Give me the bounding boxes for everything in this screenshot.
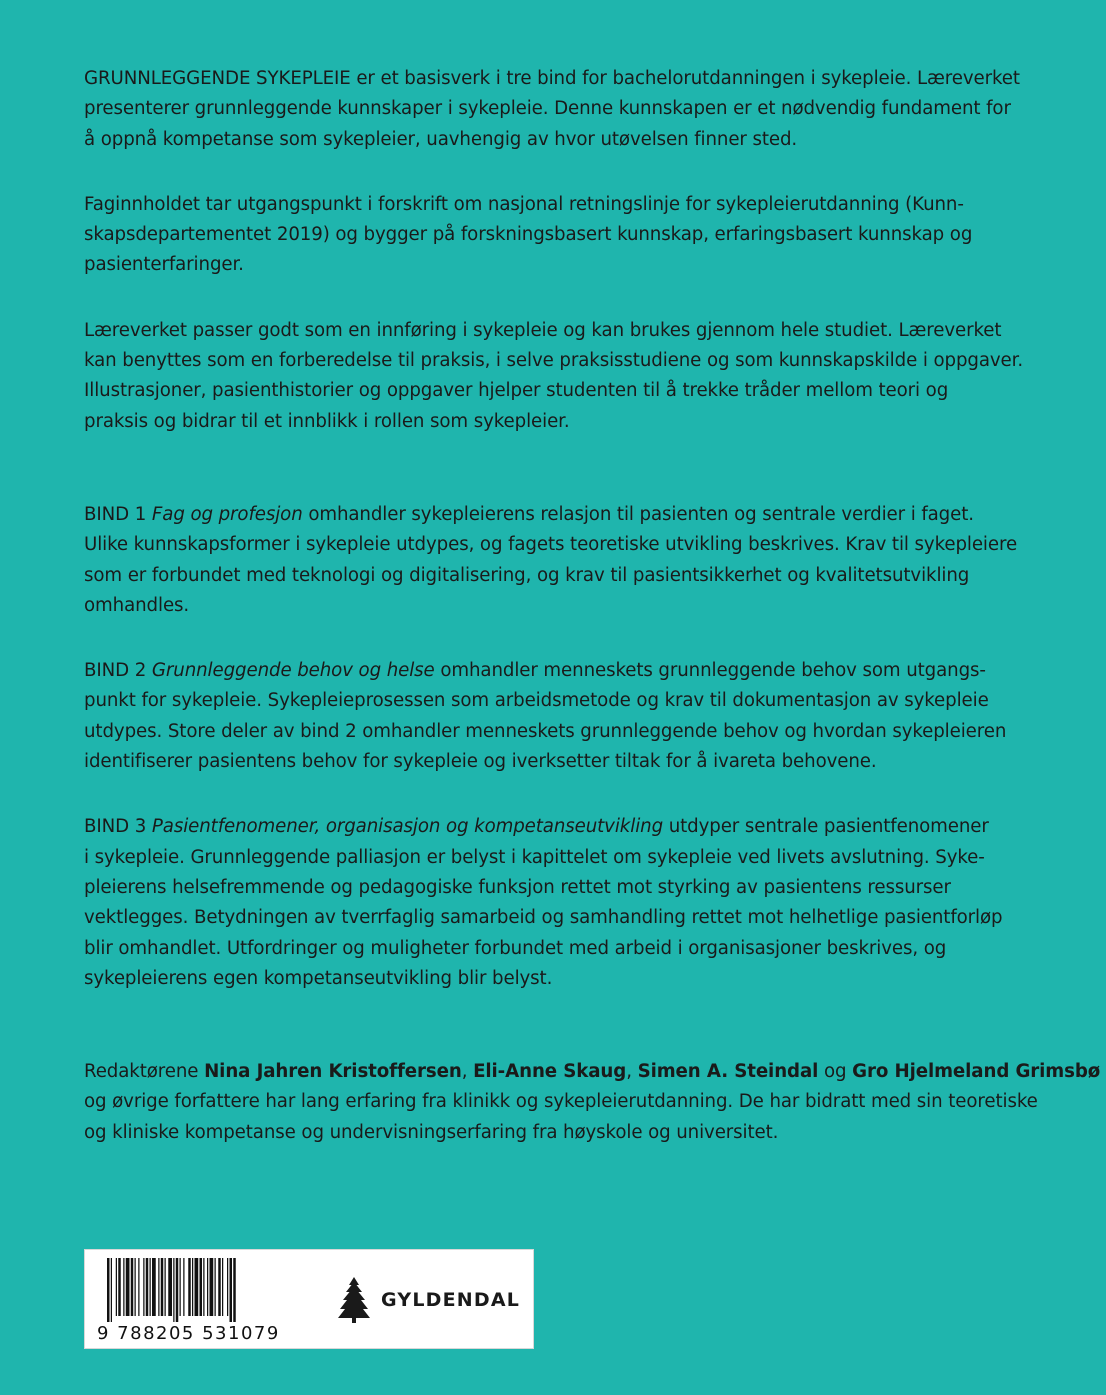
- text-line: kan benyttes som en forberedelse til praksis, i selve praksisstudiene og som kunnskapskilde i oppgaver.: [84, 350, 1024, 372]
- editor-name: Simen A. Steindal: [637, 1061, 819, 1083]
- bind-2-title: Grunnleggende behov og helse: [151, 660, 435, 682]
- intro-paragraph-2: [84, 190, 1024, 281]
- barcode-image: [105, 1258, 297, 1322]
- text-line: i sykepleie. Grunnleggende palliasjon er belyst i kapittelet om sykepleie ved livets avslutning. Syke-: [84, 846, 985, 868]
- text-line: vektlegges. Betydningen av tverrfaglig samarbeid og samhandling rettet mot helhetlige pasientforløp: [84, 907, 1003, 929]
- text-line: skapsdepartementet 2019) og bygger på forskningsbasert kunnskap, erfaringsbasert kunnskap og: [84, 224, 973, 246]
- bind-1-paragraph: [84, 500, 1024, 621]
- text-line: og kliniske kompetanse og undervisningserfaring fra høyskole og universitet.: [84, 1121, 779, 1143]
- text-line: Faginnholdet tar utgangspunkt i forskrift om nasjonal retningslinje for sykepleierutdanning (Kunn-: [84, 193, 964, 215]
- bind-2-paragraph: [84, 656, 1024, 777]
- text-line: som er forbundet med teknologi og digitalisering, og krav til pasientsikkerhet og kvalitetsutvikling: [84, 564, 970, 586]
- barcode-label: [84, 1249, 534, 1349]
- text-line: pasienterfaringer.: [84, 254, 244, 276]
- text-line: å oppnå kompetanse som sykepleier, uavhengig av hvor utøvelsen finner sted.: [84, 128, 798, 150]
- bind-2-first-line: omhandler menneskets grunnleggende behov som utgangs-: [440, 660, 986, 682]
- text-line: identifiserer pasientens behov for sykepleie og iverksetter tiltak for å ivareta behovene.: [84, 751, 877, 773]
- publisher-logo: [337, 1269, 520, 1331]
- editors-paragraph: [84, 1057, 1101, 1148]
- back-cover-text: [84, 64, 1101, 1148]
- text-line: [84, 656, 1024, 686]
- text-line: Redaktørene Nina Jahren Kristoffersen, Eli-Anne Skaug, Simen A. Steindal og Gro Hjelmeland Grimsbø: [84, 1061, 1101, 1083]
- editor-name: Gro Hjelmeland Grimsbø: [852, 1061, 1101, 1083]
- editor-name: Nina Jahren Kristoffersen: [204, 1061, 462, 1083]
- text-line: omhandles.: [84, 594, 190, 616]
- text-line: Læreverket passer godt som en innføring i sykepleie og kan brukes gjennom hele studiet. Læreverket: [84, 319, 1002, 341]
- bind-3-paragraph: [84, 812, 1024, 994]
- text-line: presenterer grunnleggende kunnskaper i sykepleie. Denne kunnskapen er et nødvendig fundament for: [84, 98, 1011, 120]
- text-line: pleierens helsefremmende og pedagogiske funksjon rettet mot styrking av pasientens ressurser: [84, 876, 951, 898]
- isbn-number: 9 788205 531079: [97, 1323, 280, 1344]
- bind-3-first-line: utdyper sentrale pasientfenomener: [668, 816, 989, 838]
- bind-1-first-line: omhandler sykepleierens relasjon til pasienten og sentrale verdier i faget.: [308, 503, 974, 525]
- text-line: sykepleierens egen kompetanseutvikling blir belyst.: [84, 967, 553, 989]
- bind-3-label: BIND 3: [84, 816, 147, 838]
- intro-paragraph-3: [84, 316, 1024, 437]
- editors-lead: Redaktørene: [84, 1061, 199, 1083]
- text-line: Ulike kunnskapsformer i sykepleie utdypes, og fagets teoretiske utvikling beskrives. Krav til sykepleiere: [84, 534, 1018, 556]
- bind-2-label: BIND 2: [84, 660, 147, 682]
- text-line: Illustrasjoner, pasienthistorier og oppgaver hjelper studenten til å trekke tråder mellom teori og: [84, 380, 949, 402]
- tree-icon: [337, 1276, 371, 1324]
- bind-3-title: Pasientfenomener, organisasjon og kompetanseutvikling: [151, 816, 664, 838]
- publisher-name: GYLDENDAL: [381, 1289, 521, 1311]
- text-line: GRUNNLEGGENDE SYKEPLEIE er et basisverk i tre bind for bachelorutdanningen i sykepleie. Læreverket: [84, 68, 1020, 89]
- text-line: blir omhandlet. Utfordringer og muligheter forbundet med arbeid i organisasjoner beskrives, og: [84, 937, 947, 959]
- text-line: utdypes. Store deler av bind 2 omhandler menneskets grunnleggende behov og hvordan sykepleieren: [84, 720, 1007, 742]
- editor-name: Eli-Anne Skaug: [473, 1061, 627, 1083]
- text-line: og øvrige forfattere har lang erfaring fra klinikk og sykepleierutdanning. De har bidratt med sin teoretiske: [84, 1091, 1038, 1113]
- text-line: [84, 500, 1024, 530]
- bind-1-label: BIND 1: [84, 503, 147, 525]
- text-line: [84, 812, 1024, 842]
- intro-paragraph-1: [84, 64, 1024, 155]
- text-line: punkt for sykepleie. Sykepleieprosessen som arbeidsmetode og krav til dokumentasjon av sykepleie: [84, 690, 989, 712]
- bind-1-title: Fag og profesjon: [151, 503, 303, 525]
- text-line: praksis og bidrar til et innblikk i rollen som sykepleier.: [84, 410, 570, 432]
